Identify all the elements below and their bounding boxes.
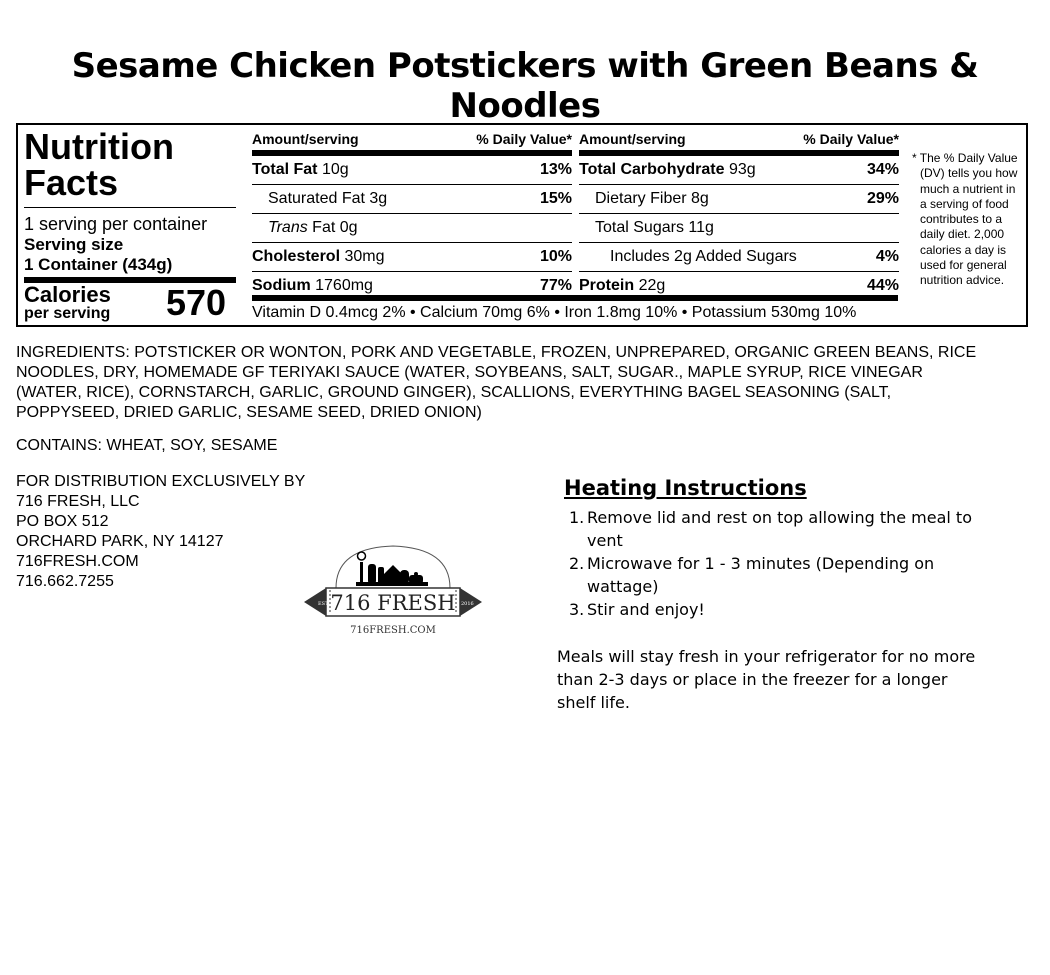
logo-est: EST. bbox=[318, 601, 330, 607]
footnote-line: daily diet. 2,000 bbox=[920, 227, 1005, 242]
nutrient-name: Saturated Fat bbox=[268, 190, 365, 207]
daily-value-header: % Daily Value* bbox=[476, 131, 572, 147]
step-text: Remove lid and rest on top allowing the meal to vent bbox=[587, 508, 972, 550]
nutrient-name: Sodium bbox=[252, 277, 311, 294]
serving-size-value: 1 Container (434g) bbox=[24, 255, 173, 274]
nutrient-dv: 13% bbox=[539, 161, 572, 178]
nutrient-amount: 93g bbox=[728, 161, 756, 178]
nutrient-amount: 8g bbox=[691, 190, 709, 207]
nutrition-facts-heading bbox=[24, 126, 174, 203]
ingredients bbox=[16, 343, 1036, 423]
serving-size-label: Serving size bbox=[24, 235, 124, 254]
nutrient-name: Trans bbox=[268, 219, 308, 236]
nutrient-dv: 44% bbox=[866, 277, 899, 294]
nutrition-heading-line2: Facts bbox=[24, 162, 119, 203]
step-number: 2. bbox=[569, 554, 585, 573]
step-number: 1. bbox=[569, 508, 585, 527]
nutrient-dv: 10% bbox=[539, 248, 572, 265]
distributor-info bbox=[16, 472, 305, 592]
footnote-line: much a nutrient in bbox=[920, 181, 1016, 196]
nutrient-name: Total Fat bbox=[252, 161, 318, 178]
heating-steps bbox=[566, 506, 976, 621]
heating-instructions-title: Heating Instructions bbox=[564, 476, 807, 500]
heating-step bbox=[566, 552, 976, 598]
nutrient-dv: 77% bbox=[539, 277, 572, 294]
nutrition-facts-label bbox=[16, 123, 1028, 327]
nutrient-row-total-sugars bbox=[579, 214, 899, 243]
heating-step bbox=[566, 598, 976, 621]
nutrient-row-dietary-fiber bbox=[579, 185, 899, 214]
nutrient-name: Total Sugars bbox=[595, 219, 684, 236]
amount-header: Amount/serving bbox=[579, 131, 686, 147]
nutrient-amount: Fat 0g bbox=[312, 219, 358, 236]
nutrient-amount: 22g bbox=[638, 277, 666, 294]
nutrient-amount: 30mg bbox=[344, 248, 385, 265]
nutrient-row-saturated-fat bbox=[252, 185, 572, 214]
footnote-line: calories a day is bbox=[920, 242, 1007, 257]
nutrient-row-added-sugars bbox=[579, 243, 899, 272]
footnote-line: contributes to a bbox=[920, 212, 1003, 227]
logo-year: 2016 bbox=[461, 601, 474, 607]
column-header bbox=[579, 131, 899, 148]
ingredients-line: NOODLES, DRY, HOMEMADE GF TERIYAKI SAUCE (WATER, SOYBEANS, SALT, SUGAR., MAPLE SYRUP, RICE VINEGAR bbox=[16, 364, 923, 381]
servings-per-container: 1 serving per container bbox=[24, 214, 208, 234]
distributor-name: 716 FRESH, LLC bbox=[16, 493, 140, 510]
nutrient-column-right bbox=[579, 131, 899, 300]
distributor-line: FOR DISTRIBUTION EXCLUSIVELY BY bbox=[16, 473, 306, 490]
step-text: Microwave for 1 - 3 minutes (Depending on wattage) bbox=[587, 554, 935, 596]
logo-url: 716FRESH.COM bbox=[350, 625, 436, 636]
footnote-line: * The % Daily Value bbox=[912, 151, 1018, 165]
daily-value-header: % Daily Value* bbox=[803, 131, 899, 147]
distributor-city: ORCHARD PARK, NY 14127 bbox=[16, 533, 224, 550]
ingredients-line: INGREDIENTS: POTSTICKER OR WONTON, PORK AND VEGETABLE, FROZEN, UNPREPARED, ORGANIC GREEN BEANS, RICE bbox=[16, 344, 977, 361]
heating-step bbox=[566, 506, 976, 552]
716-fresh-logo bbox=[296, 540, 490, 640]
nutrient-row-total-fat bbox=[252, 156, 572, 185]
nutrition-heading-line1: Nutrition bbox=[24, 126, 174, 167]
nutrient-amount: 3g bbox=[369, 190, 388, 207]
nutrient-name: Protein bbox=[579, 277, 635, 294]
storage-note: Meals will stay fresh in your refrigerator for no more than 2-3 days or place in the freezer for a longer shelf life. bbox=[557, 647, 976, 712]
nutrient-amount: 10g bbox=[321, 161, 349, 178]
nutrient-name: Total Carbohydrate bbox=[579, 161, 725, 178]
ingredients-line: (WATER, RICE), CORNSTARCH, GARLIC, GROUND GINGER), SCALLIONS, EVERYTHING BAGEL SEASONING (SALT, bbox=[16, 384, 892, 401]
column-header bbox=[252, 131, 572, 148]
nutrient-amount: 1760mg bbox=[315, 277, 373, 294]
vitamins-minerals: Vitamin D 0.4mcg 2% • Calcium 70mg 6% • Iron 1.8mg 10% • Potassium 530mg 10% bbox=[252, 304, 857, 321]
nutrient-name: Includes 2g Added Sugars bbox=[610, 248, 797, 265]
footnote-line: nutrition advice. bbox=[920, 273, 1005, 288]
calories-subtitle: per serving bbox=[24, 305, 111, 322]
nutrient-dv: 15% bbox=[539, 190, 572, 207]
ingredients-line: POPPYSEED, DRIED GARLIC, SESAME SEED, DRIED ONION) bbox=[16, 404, 482, 421]
amount-header: Amount/serving bbox=[252, 131, 359, 147]
divider-thick bbox=[252, 295, 898, 301]
nutrient-row-total-carbohydrate bbox=[579, 156, 899, 185]
nutrient-dv: 4% bbox=[875, 248, 899, 265]
nutrient-name: Dietary Fiber bbox=[595, 190, 687, 207]
distributor-phone: 716.662.7255 bbox=[16, 573, 114, 590]
footnote-line: used for general bbox=[920, 258, 1007, 273]
nutrient-row-cholesterol bbox=[252, 243, 572, 272]
distributor-website: 716FRESH.COM bbox=[16, 553, 139, 570]
daily-value-footnote bbox=[912, 151, 1024, 289]
footnote-line: a serving of food bbox=[920, 196, 1009, 211]
allergen-statement: CONTAINS: WHEAT, SOY, SESAME bbox=[16, 437, 278, 454]
nutrient-amount: 11g bbox=[688, 219, 714, 236]
nutrient-dv: 34% bbox=[866, 161, 899, 178]
step-text: Stir and enjoy! bbox=[587, 600, 705, 619]
divider bbox=[24, 207, 236, 208]
nutrient-column-left bbox=[252, 131, 572, 300]
nutrient-name: Cholesterol bbox=[252, 248, 341, 265]
nutrient-dv: 29% bbox=[866, 190, 899, 207]
calories-label: Calories bbox=[24, 282, 111, 307]
calories-value: 570 bbox=[166, 282, 227, 323]
footnote-line: (DV) tells you how bbox=[920, 166, 1018, 181]
nutrient-row-trans-fat bbox=[252, 214, 572, 243]
page-title: Sesame Chicken Potstickers with Green Beans & Noodles bbox=[71, 46, 979, 126]
logo-wordmark: 716 FRESH bbox=[330, 591, 456, 615]
step-number: 3. bbox=[569, 600, 585, 619]
distributor-address: PO BOX 512 bbox=[16, 513, 109, 530]
